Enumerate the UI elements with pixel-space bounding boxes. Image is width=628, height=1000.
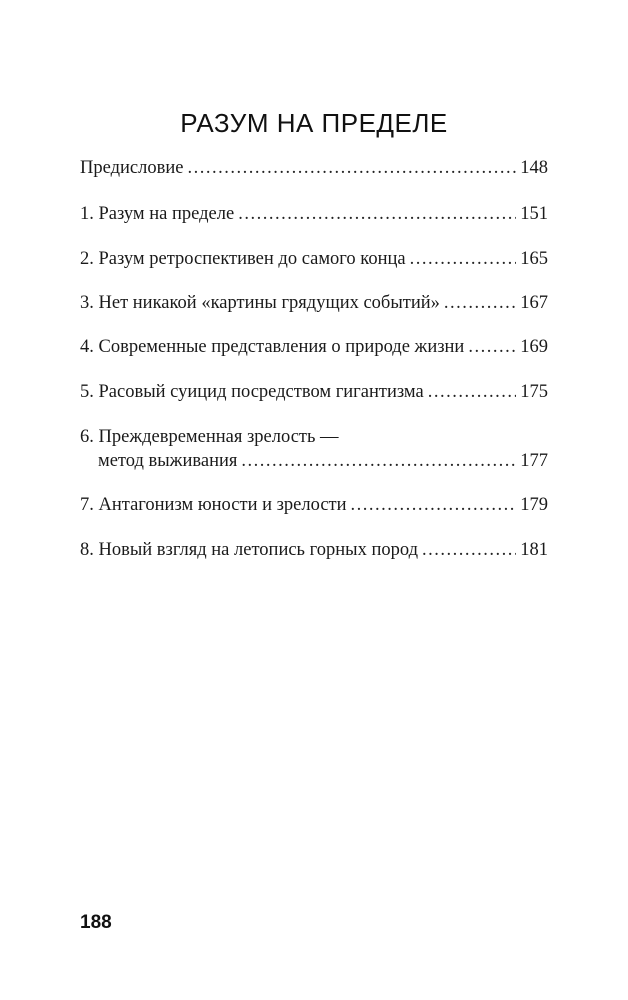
toc-entry-page: 165: [520, 249, 548, 269]
toc-entry-page: 179: [520, 495, 548, 515]
toc-entry: [80, 202, 548, 226]
toc-entry: [80, 247, 548, 271]
toc-entry: [80, 291, 548, 315]
toc-entry-page: 148: [520, 158, 548, 178]
toc-entry-page: 169: [520, 337, 548, 357]
toc-entry-label-line2: метод выживания: [98, 451, 238, 471]
toc-entry-page: 181: [520, 540, 548, 560]
toc-entry-page: 175: [520, 382, 548, 402]
toc-entry-label: Предисловие: [80, 158, 184, 178]
toc-entry-page: 177: [520, 451, 548, 471]
leader-dots: [428, 380, 517, 404]
leader-dots: [241, 449, 516, 473]
toc-entry: [80, 425, 548, 473]
toc-entry-label: 5. Расовый суицид посредством гигантизма: [80, 382, 424, 402]
leader-dots: [444, 291, 516, 315]
toc-entry: [80, 493, 548, 517]
toc-entry-label: 7. Антагонизм юности и зрелости: [80, 495, 347, 515]
toc-entry: [80, 538, 548, 562]
leader-dots: [422, 538, 516, 562]
toc-entry-page: 167: [520, 293, 548, 313]
section-title: РАЗУМ НА ПРЕДЕЛЕ: [180, 108, 448, 138]
toc-entry-label: 8. Новый взгляд на летопись горных пород: [80, 540, 418, 560]
toc-entry: [80, 335, 548, 359]
toc-entry-page: 151: [520, 204, 548, 224]
toc-entry-label: 2. Разум ретроспективен до самого конца: [80, 249, 406, 269]
leader-dots: [410, 247, 517, 271]
leader-dots: [468, 335, 516, 359]
toc-entry-label: 1. Разум на пределе: [80, 204, 235, 224]
leader-dots: [351, 493, 517, 517]
page-number: 188: [80, 912, 112, 933]
leader-dots: [187, 156, 516, 180]
toc-entry-label: 3. Нет никакой «картины грядущих событий»: [80, 293, 440, 313]
toc-entry-label: 4. Современные представления о природе жизни: [80, 337, 465, 357]
toc-entry: [80, 156, 548, 180]
leader-dots: [238, 202, 516, 226]
toc-entry: [80, 380, 548, 404]
toc-entry-label-line1: 6. Преждевременная зрелость —: [80, 427, 339, 447]
